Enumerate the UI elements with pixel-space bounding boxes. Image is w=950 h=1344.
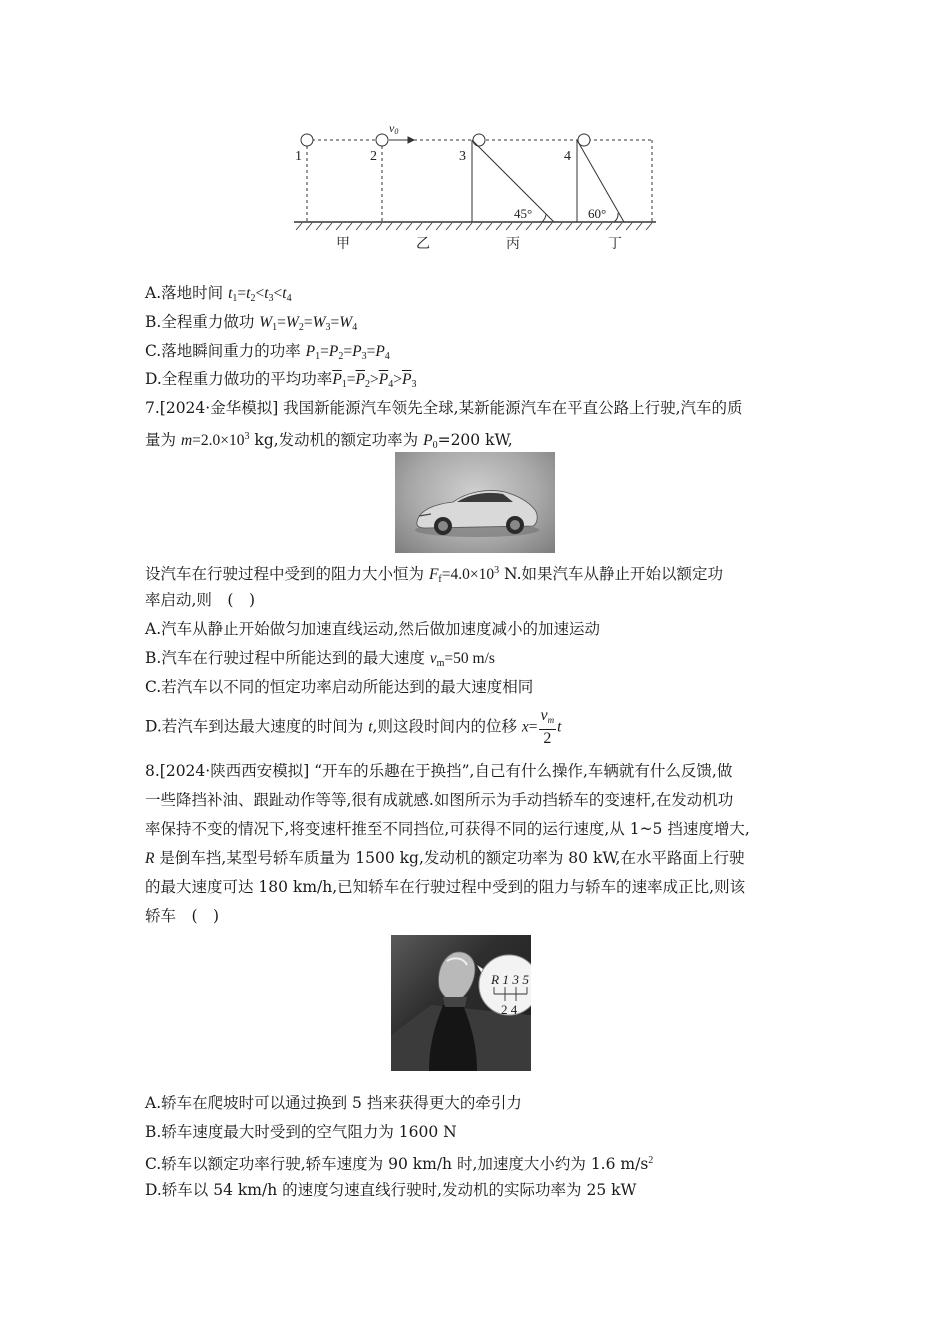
q8-option-c: C.轿车以额定功率行驶,轿车速度为 90 km/h 时,加速度大小约为 1.6 $m/s^2$: [145, 1155, 654, 1173]
q8-stem-line2: 一些降挡补油、跟趾动作等等,很有成就感.如图所示为手动挡轿车的变速杆,在发动机功: [145, 791, 734, 809]
q6-option-b: B.全程重力做功 $W_1=W_2=W_3=W_4$: [145, 313, 358, 333]
car-photo: [395, 452, 555, 553]
ground-label-yi: 乙: [416, 236, 430, 252]
q8-option-d: D.轿车以 54 km/h 的速度匀速直线行驶时,发动机的实际功率为 25 kW: [145, 1181, 637, 1199]
ball-label-3: 3: [459, 149, 466, 164]
ball-label-4: 4: [564, 149, 571, 164]
svg-text:v0: v0: [389, 121, 399, 136]
q7-stem-line3: 设汽车在行驶过程中受到的阻力大小恒为 $F_f=4.0\times 10^3$ N.如果汽车从静止开始以额定功: [145, 565, 724, 585]
q8-option-a: A.轿车在爬坡时可以通过换到 5 挡来获得更大的牵引力: [145, 1094, 522, 1112]
ball-label-1: 1: [295, 149, 302, 164]
gear-pattern-top: R 1 3 5: [489, 972, 530, 987]
q8-stem-line4: R 是倒车挡,某型号轿车质量为 1500 kg,发动机的额定功率为 80 kW,在水平路面上行驶: [145, 849, 745, 867]
v0-label: v: [389, 121, 395, 135]
ball-1: [301, 134, 313, 146]
ball-3: [473, 134, 485, 146]
angle-45: 45°: [514, 206, 533, 221]
gear-pattern-bottom: 2 4: [501, 1002, 518, 1017]
ground-label-bing: 丙: [506, 236, 520, 252]
q7-stem-line1: 7.[2024·金华模拟] 我国新能源汽车领先全球,某新能源汽车在平直公路上行驶,汽车的质: [145, 399, 743, 417]
q7-option-d: D.若汽车到达最大速度的时间为 t,则这段时间内的位移 x= $\frac{v_m}{2}$ t: [145, 707, 562, 747]
q8-stem-line1: 8.[2024·陕西西安模拟] “开车的乐趣在于换挡”,自己有什么操作,车辆就有什么反馈,做: [145, 762, 733, 780]
ground-label-jia: 甲: [336, 236, 350, 252]
q8-stem-line5: 的最大速度可达 180 km/h,已知轿车在行驶过程中受到的阻力与轿车的速率成正比,则该: [145, 878, 746, 896]
q8-stem-line3: 率保持不变的情况下,将变速杆推至不同挡位,可获得不同的运行速度,从 1~5 挡速度增大,: [145, 820, 750, 838]
q8-stem-line6: 轿车 ( ): [145, 907, 220, 925]
q7-stem-line2: 量为 $m=2.0\times 10^3$ kg,发动机的额定功率为 $P_0=200$ kW,: [145, 431, 513, 451]
gear-shifter-photo: [391, 935, 531, 1071]
q8-option-b: B.轿车速度最大时受到的空气阻力为 1600 N: [145, 1123, 457, 1141]
ball-2: [376, 134, 388, 146]
q6-option-c: C.落地瞬间重力的功率 $P_1=P_2=P_3=P_4$: [145, 342, 390, 362]
q7-option-a: A.汽车从静止开始做匀加速直线运动,然后做加速度减小的加速运动: [145, 620, 601, 638]
q7-option-c: C.若汽车以不同的恒定功率启动所能达到的最大速度相同: [145, 678, 534, 696]
ball-label-2: 2: [370, 149, 377, 164]
q7-option-b: B.汽车在行驶过程中所能达到的最大速度 $v_m=50$ m/s: [145, 649, 495, 669]
angle-60: 60°: [588, 206, 607, 221]
q6-option-d: D.全程重力做功的平均功率$\overline{P}_1=\overline{P}_2>\overline{P}_4>\overline{P}_3$: [145, 370, 417, 390]
q6-option-a: A.落地时间 $t_1=t_2<t_3<t_4$: [145, 284, 292, 304]
q7-stem-line4: 率启动,则 ( ): [145, 591, 256, 609]
ground-label-ding: 丁: [608, 236, 622, 252]
projectile-diagram: [290, 118, 660, 258]
